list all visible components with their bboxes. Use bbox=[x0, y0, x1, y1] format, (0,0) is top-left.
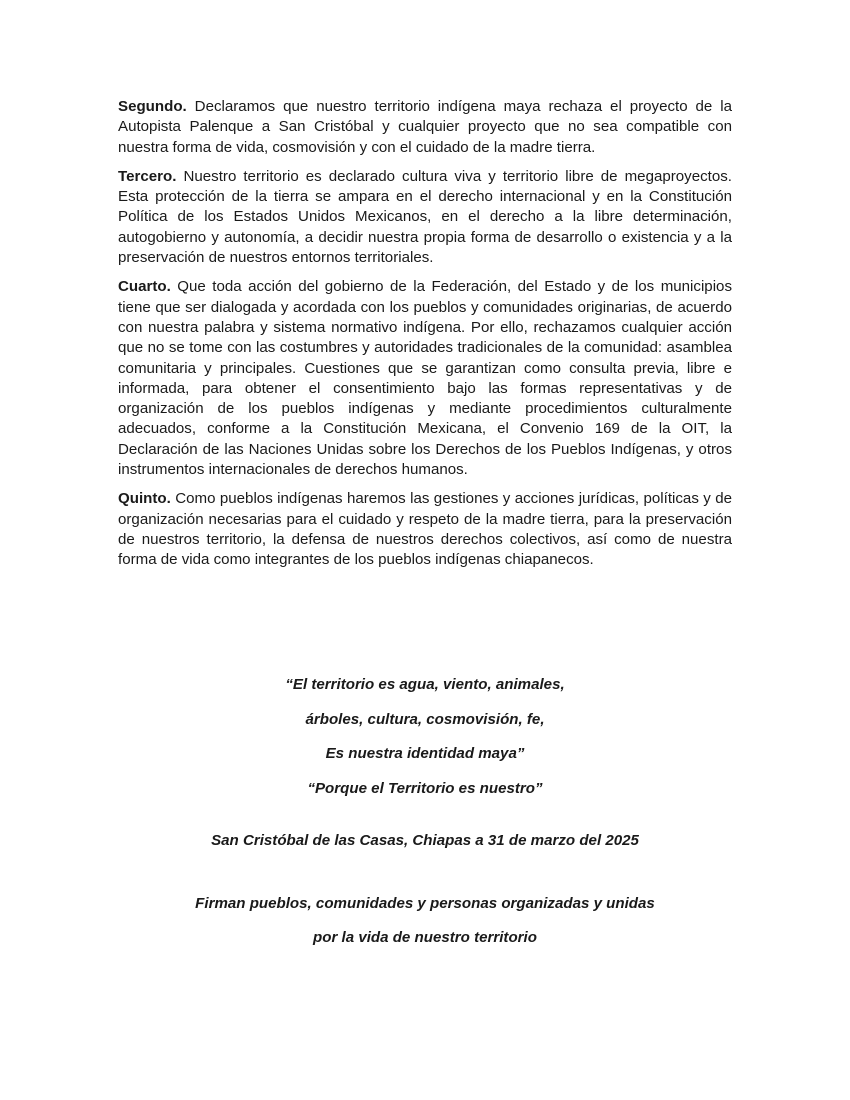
paragraph-text: Que toda acción del gobierno de la Federación, del Estado y de los municipios tiene que ser dialogada y acordada con los pueblos y comunidades originarias, de acuerdo con nuestra palabra y sistema normativo indígena. Por ello, rechazamos cualquier acción que no se tome con las costumbres y autoridades tradicionales de la comunidad: asamblea comunitaria y principales. Cuestiones que se garantizan como consulta previa, libre e informada, para obtener el consentimiento bajo las formas representativas y de organización de los pueblos indígenas y mediante procedimientos culturalmente adecuados, conforme a la Constitución Mexicana, el Convenio 169 de la OIT, la Declaración de las Naciones Unidas sobre los Derechos de los Pueblos Indígenas, y otros instrumentos internacionales de derechos humanos. bbox=[118, 278, 732, 479]
paragraph-text: Nuestro territorio es declarado cultura viva y territorio libre de megaproyectos. Esta protección de la tierra se ampara en el derecho internacional y en la Constitución Política de los Estados Unidos Mexicanos, en el derecho a la libre determinación, autogobierno y autonomía, a decidir nuestra propia forma de desarrollo o existencia y a la preservación de nuestros entornos territoriales. bbox=[118, 167, 732, 267]
quote-line: “El territorio es agua, viento, animales, bbox=[285, 676, 565, 693]
document-body bbox=[118, 97, 732, 580]
paragraph-text: Como pueblos indígenas haremos las gestiones y acciones jurídicas, políticas y de organización necesarias para el cuidado y respeto de la madre tierra, para la preservación de nuestros territorio, la defensa de nuestros derechos colectivos, así como de nuestra forma de vida como integrantes de los pueblos indígenas chiapanecos. bbox=[118, 490, 732, 569]
paragraph-tercero bbox=[118, 167, 732, 268]
closing-quote bbox=[0, 675, 850, 813]
paragraph-lead: Quinto. bbox=[118, 490, 171, 508]
paragraph-cuarto bbox=[118, 277, 732, 480]
quote-line: Es nuestra identidad maya” bbox=[325, 745, 525, 762]
paragraph-segundo bbox=[118, 97, 732, 158]
paragraph-lead: Tercero. bbox=[118, 167, 177, 185]
quote-line: árboles, cultura, cosmovisión, fe, bbox=[305, 710, 545, 728]
paragraph-text: Declaramos que nuestro territorio indígena maya rechaza el proyecto de la Autopista Palenque a San Cristóbal y cualquier proyecto que no sea compatible con nuestra forma de vida, cosmovisión y con el cuidado de la madre tierra. bbox=[118, 98, 732, 156]
paragraph-lead: Segundo. bbox=[118, 98, 187, 115]
place-date: San Cristóbal de las Casas, Chiapas a 31 de marzo del 2025 bbox=[211, 832, 639, 849]
paragraph-lead: Cuarto. bbox=[118, 278, 171, 296]
signatures-line: Firman pueblos, comunidades y personas organizadas y unidas bbox=[195, 895, 655, 912]
paragraph-quinto bbox=[118, 489, 732, 570]
signatures-line: por la vida de nuestro territorio bbox=[313, 929, 537, 946]
quote-line: “Porque el Territorio es nuestro” bbox=[307, 779, 543, 797]
